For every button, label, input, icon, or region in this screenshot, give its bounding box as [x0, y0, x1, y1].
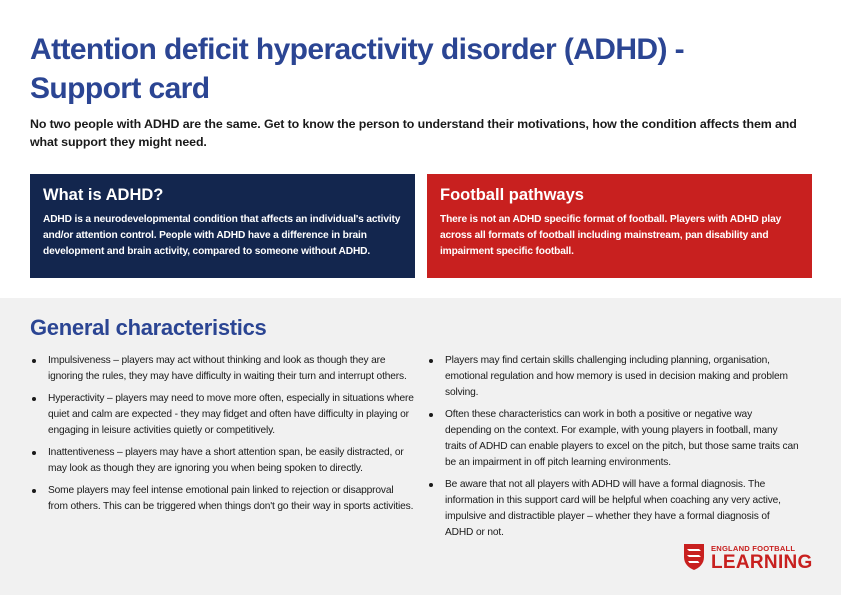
what-is-adhd-heading: What is ADHD?	[43, 186, 164, 204]
list-item: Hyperactivity – players may need to move more often, especially in situations where quiet and calm are expected - they may fidget and often have difficulty in playing or engaging in leisure activities quietly or competitively.	[30, 391, 415, 439]
characteristics-list-left	[30, 353, 415, 521]
football-pathways-body: There is not an ADHD specific format of football. Players with ADHD play across all formats of football including mainstream, pan disability and impairment specific football.	[440, 214, 782, 257]
intro-text: No two people with ADHD are the same. Get to know the person to understand their motivations, how the condition affects them and what support they might need.	[30, 117, 797, 149]
logo-text-bottom: LEARNING	[711, 552, 813, 573]
list-item: Often these characteristics can work in both a positive or negative way depending on the context. For example, with young players in football, many traits of ADHD can enable players to excel on the pitch, but those same traits can be an impairment in off pitch learning environments.	[427, 407, 799, 471]
england-football-learning-logo	[683, 543, 813, 573]
list-item: Some players may feel intense emotional pain linked to rejection or disapproval from others. This can be triggered when things don't go their way in sports activities.	[30, 483, 415, 515]
list-item: Players may find certain skills challenging including planning, organisation, emotional regulation and how memory is used in decision making and problem solving.	[427, 353, 799, 401]
three-lions-crest-icon	[683, 543, 705, 571]
characteristics-list-right	[427, 353, 799, 547]
football-pathways-heading: Football pathways	[440, 186, 584, 204]
page-title-line-2: Support card	[30, 72, 210, 105]
list-item: Be aware that not all players with ADHD will have a formal diagnosis. The information in this support card will be helpful when coaching any very active, impulsive and distractible player – whether they have a formal diagnosis of ADHD or not.	[427, 477, 799, 541]
what-is-adhd-card	[30, 174, 415, 278]
list-item: Impulsiveness – players may act without thinking and look as though they are ignoring the rules, they may have difficulty in waiting their turn and interrupt others.	[30, 353, 415, 385]
football-pathways-card	[427, 174, 812, 278]
page-title	[30, 30, 790, 108]
page-title-line-1: Attention deficit hyperactivity disorder (ADHD) -	[30, 33, 684, 66]
logo-text-top: ENGLAND FOOTBALL	[711, 544, 796, 553]
list-item: Inattentiveness – players may have a short attention span, be easily distracted, or may look as though they are ignoring you when being spoken to directly.	[30, 445, 415, 477]
characteristics-heading: General characteristics	[30, 315, 267, 340]
what-is-adhd-body: ADHD is a neurodevelopmental condition that affects an individual's activity and/or attention control. People with ADHD have a difference in brain development and brain activity, compared to someone without ADHD.	[43, 214, 401, 257]
